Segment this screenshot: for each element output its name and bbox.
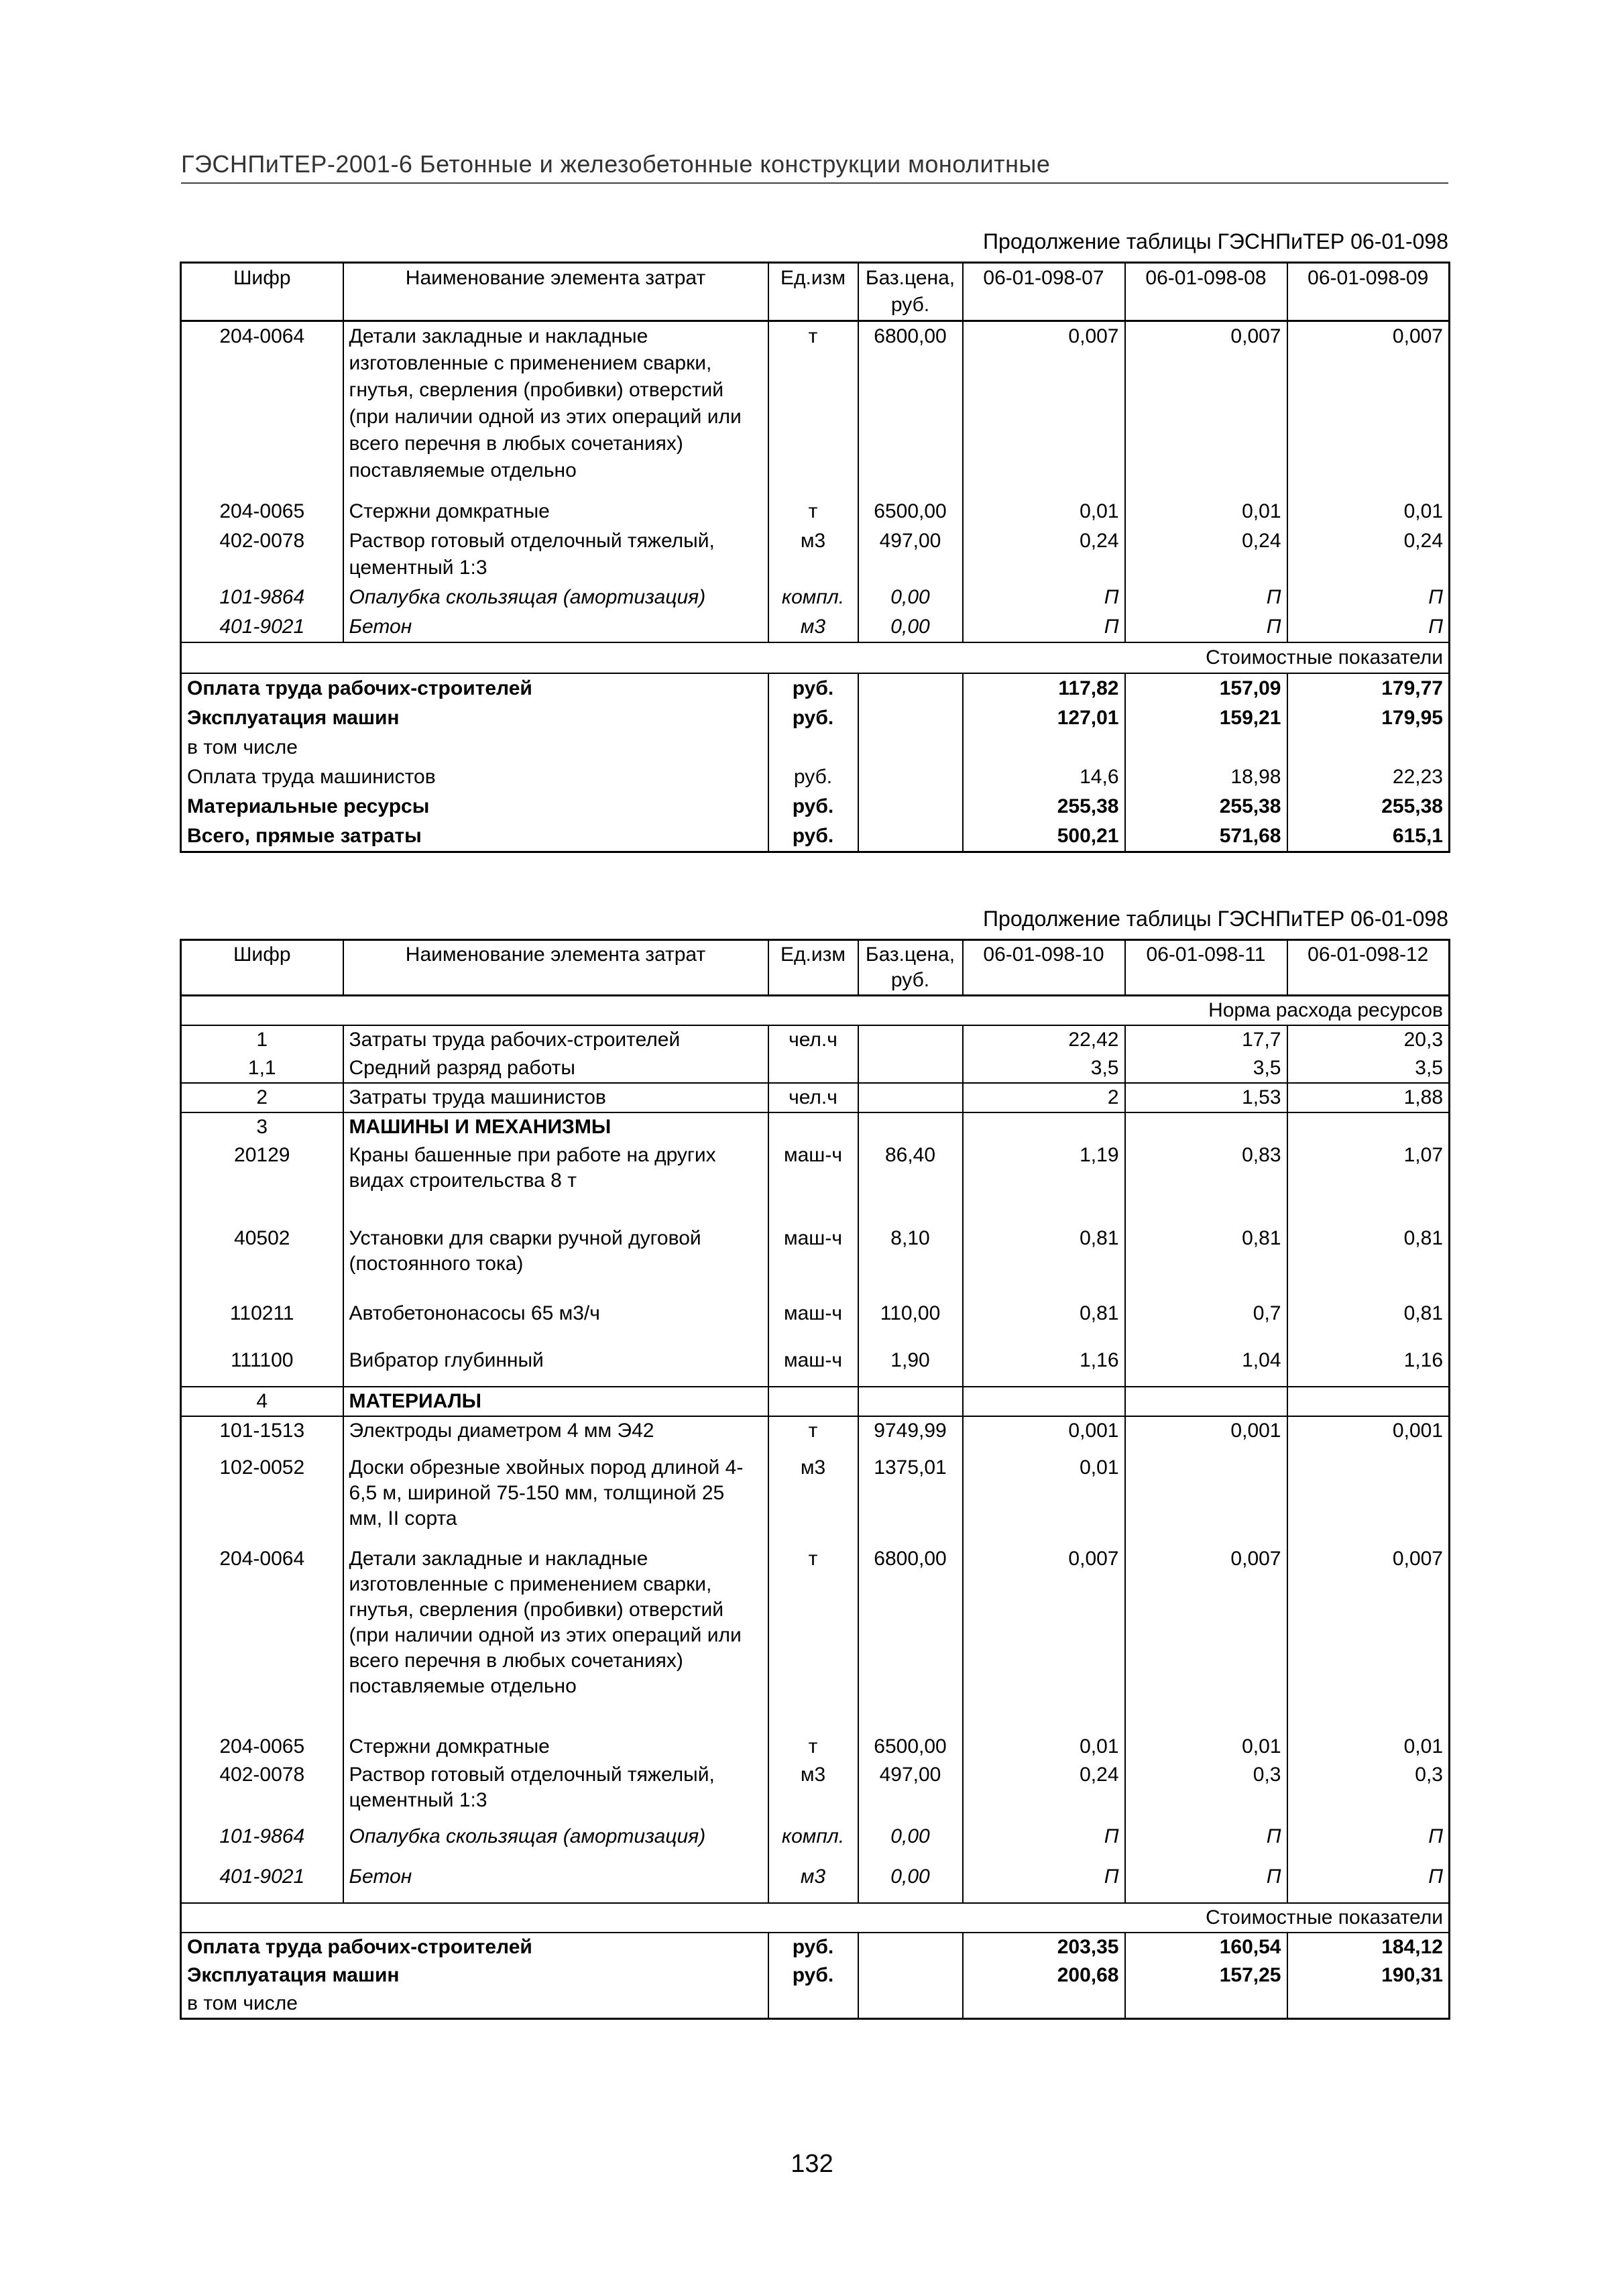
row-value: 3,5	[963, 1054, 1125, 1083]
row-value: П	[1287, 583, 1450, 612]
row-name: Затраты труда машинистов	[343, 1083, 768, 1112]
col-header-12: 06-01-098-12	[1287, 940, 1450, 996]
row-value: 0,81	[1287, 1300, 1450, 1346]
row-price	[858, 1083, 963, 1112]
table-row	[181, 1733, 1450, 1761]
table1-header-row	[181, 263, 1450, 321]
row-unit: м3	[768, 612, 858, 642]
row-price: 1,90	[858, 1346, 963, 1387]
row-unit: маш-ч	[768, 1141, 858, 1224]
row-name: МАШИНЫ И МЕХАНИЗМЫ	[343, 1112, 768, 1141]
row-code: 1,1	[181, 1054, 343, 1083]
cost-indicators-band	[181, 642, 1450, 673]
row-value: П	[1287, 612, 1450, 642]
table-row	[181, 612, 1450, 642]
row-value: 0,24	[1125, 526, 1287, 583]
summary-row	[181, 821, 1450, 852]
summary-value	[1287, 733, 1450, 762]
row-price: 9749,99	[858, 1416, 963, 1454]
row-value: 0,7	[1125, 1300, 1287, 1346]
row-name: Стержни домкратные	[343, 1733, 768, 1761]
row-name: Электроды диаметром 4 мм Э42	[343, 1416, 768, 1454]
row-unit: т	[768, 321, 858, 497]
row-price: 0,00	[858, 1863, 963, 1903]
row-value: 0,01	[963, 1733, 1125, 1761]
row-name: Бетон	[343, 1863, 768, 1903]
col-header-name: Наименование элемента затрат	[343, 940, 768, 996]
page-number: 132	[791, 2150, 833, 2178]
row-name: Затраты труда рабочих-строителей	[343, 1025, 768, 1054]
row-value: 0,3	[1125, 1761, 1287, 1823]
row-price: 0,00	[858, 1823, 963, 1863]
summary-value: 179,77	[1287, 673, 1450, 703]
col-header-code: Шифр	[181, 263, 343, 321]
row-value: П	[1287, 1823, 1450, 1863]
row-value: 3,5	[1125, 1054, 1287, 1083]
summary-unit: руб.	[768, 1961, 858, 1990]
row-name: Краны башенные при работе на других видах строительства 8 т	[343, 1141, 768, 1224]
row-code: 20129	[181, 1141, 343, 1224]
row-value: П	[1125, 1863, 1287, 1903]
summary-value: 117,82	[963, 673, 1125, 703]
row-unit: маш-ч	[768, 1346, 858, 1387]
row-value: 0,007	[963, 1545, 1125, 1733]
table-row	[181, 1054, 1450, 1083]
row-value: 0,001	[1287, 1416, 1450, 1454]
row-value: 3,5	[1287, 1054, 1450, 1083]
row-value: 1,16	[963, 1346, 1125, 1387]
row-unit: м3	[768, 526, 858, 583]
summary-row	[181, 1961, 1450, 1990]
summary-value: 179,95	[1287, 703, 1450, 733]
row-value: 1,16	[1287, 1346, 1450, 1387]
summary-unit: руб.	[768, 1933, 858, 1961]
row-name: Доски обрезные хвойных пород длиной 4-6,5 м, шириной 75-150 мм, толщиной 25 мм, II сорта	[343, 1454, 768, 1545]
row-price: 1375,01	[858, 1454, 963, 1545]
row-value: 1,88	[1287, 1083, 1450, 1112]
row-name: Стержни домкратные	[343, 497, 768, 526]
section-heading-machines	[181, 1112, 1450, 1141]
row-value: 0,01	[1287, 1733, 1450, 1761]
summary-unit: руб.	[768, 703, 858, 733]
row-value: 0,01	[1287, 497, 1450, 526]
row-price	[858, 1054, 963, 1083]
row-value: 0,007	[1125, 321, 1287, 497]
summary-label: Эксплуатация машин	[181, 703, 768, 733]
row-name: Опалубка скользящая (амортизация)	[343, 583, 768, 612]
summary-value: 200,68	[963, 1961, 1125, 1990]
row-code: 204-0065	[181, 497, 343, 526]
row-price: 6500,00	[858, 1733, 963, 1761]
row-name: Раствор готовый отделочный тяжелый, цементный 1:3	[343, 526, 768, 583]
table-row	[181, 1346, 1450, 1387]
summary-unit	[768, 733, 858, 762]
summary-label: Всего, прямые затраты	[181, 821, 768, 852]
row-name: Бетон	[343, 612, 768, 642]
summary-value: 615,1	[1287, 821, 1450, 852]
summary-row	[181, 1990, 1450, 2019]
table-row	[181, 1025, 1450, 1054]
section-heading-materials	[181, 1387, 1450, 1416]
summary-label: Оплата труда машинистов	[181, 762, 768, 792]
row-code: 204-0064	[181, 321, 343, 497]
cost-indicators-band	[181, 1903, 1450, 1933]
row-code: 2	[181, 1083, 343, 1112]
band-label: Стоимостные показатели	[181, 1903, 1450, 1933]
row-value: 0,81	[1125, 1224, 1287, 1300]
row-name: Автобетононасосы 65 м3/ч	[343, 1300, 768, 1346]
row-value: 0,81	[963, 1300, 1125, 1346]
table-row	[181, 583, 1450, 612]
table-row	[181, 1300, 1450, 1346]
summary-row	[181, 733, 1450, 762]
row-unit: маш-ч	[768, 1300, 858, 1346]
row-price	[858, 1025, 963, 1054]
row-price: 6800,00	[858, 1545, 963, 1733]
band-label: Стоимостные показатели	[181, 642, 1450, 673]
summary-value: 14,6	[963, 762, 1125, 792]
row-value: П	[1125, 612, 1287, 642]
summary-label: Материальные ресурсы	[181, 792, 768, 821]
row-code: 102-0052	[181, 1454, 343, 1545]
summary-row	[181, 673, 1450, 703]
table-row	[181, 1863, 1450, 1903]
summary-label: Оплата труда рабочих-строителей	[181, 673, 768, 703]
row-unit: т	[768, 1545, 858, 1733]
table-row	[181, 497, 1450, 526]
table1-caption: Продолжение таблицы ГЭСНПиТЕР 06-01-098	[983, 229, 1448, 253]
row-value: 1,04	[1125, 1346, 1287, 1387]
summary-value	[1125, 1990, 1287, 2019]
row-value: П	[963, 1863, 1125, 1903]
row-value: 0,24	[963, 1761, 1125, 1823]
summary-value: 500,21	[963, 821, 1125, 852]
table-row	[181, 1761, 1450, 1823]
row-unit: маш-ч	[768, 1224, 858, 1300]
row-name: Детали закладные и накладные изготовленные с применением сварки, гнутья, сверления (пробивки) отверстий (при наличии одной из этих операций или всего перечня в любых сочетаниях) поставляемые отдельно	[343, 1545, 768, 1733]
table-row	[181, 1454, 1450, 1545]
row-value: 0,01	[1125, 497, 1287, 526]
row-unit: т	[768, 497, 858, 526]
row-value: 0,83	[1125, 1141, 1287, 1224]
row-value: 0,01	[1125, 1733, 1287, 1761]
col-header-07: 06-01-098-07	[963, 263, 1125, 321]
col-header-name: Наименование элемента затрат	[343, 263, 768, 321]
summary-value: 255,38	[1125, 792, 1287, 821]
summary-label: в том числе	[181, 733, 768, 762]
row-unit: м3	[768, 1761, 858, 1823]
row-name: Детали закладные и накладные изготовленные с применением сварки, гнутья, сверления (пробивки) отверстий (при наличии одной из этих операций или всего перечня в любых сочетаниях) поставляемые отдельно	[343, 321, 768, 497]
summary-label: Оплата труда рабочих-строителей	[181, 1933, 768, 1961]
summary-row	[181, 703, 1450, 733]
table2-caption: Продолжение таблицы ГЭСНПиТЕР 06-01-098	[983, 907, 1448, 931]
row-code: 101-9864	[181, 583, 343, 612]
summary-unit	[768, 1990, 858, 2019]
row-unit: м3	[768, 1863, 858, 1903]
row-unit: компл.	[768, 583, 858, 612]
row-name: Вибратор глубинный	[343, 1346, 768, 1387]
table-row	[181, 1083, 1450, 1112]
row-value: 0,007	[963, 321, 1125, 497]
summary-value	[963, 1990, 1125, 2019]
row-value: 0,001	[1125, 1416, 1287, 1454]
summary-value: 159,21	[1125, 703, 1287, 733]
row-value: 0,001	[963, 1416, 1125, 1454]
summary-unit: руб.	[768, 821, 858, 852]
summary-value: 203,35	[963, 1933, 1125, 1961]
row-price: 86,40	[858, 1141, 963, 1224]
row-value: П	[963, 1823, 1125, 1863]
summary-value: 157,09	[1125, 673, 1287, 703]
row-name: Раствор готовый отделочный тяжелый, цементный 1:3	[343, 1761, 768, 1823]
summary-value: 160,54	[1125, 1933, 1287, 1961]
row-price: 110,00	[858, 1300, 963, 1346]
summary-value: 184,12	[1287, 1933, 1450, 1961]
col-header-10: 06-01-098-10	[963, 940, 1125, 996]
row-value: П	[963, 612, 1125, 642]
row-unit: м3	[768, 1454, 858, 1545]
row-price: 497,00	[858, 526, 963, 583]
summary-value	[1125, 733, 1287, 762]
summary-label: в том числе	[181, 1990, 768, 2019]
summary-value: 255,38	[1287, 792, 1450, 821]
summary-value	[1287, 1990, 1450, 2019]
row-price: 6500,00	[858, 497, 963, 526]
row-code: 1	[181, 1025, 343, 1054]
row-code: 101-9864	[181, 1823, 343, 1863]
row-name: МАТЕРИАЛЫ	[343, 1387, 768, 1416]
summary-row	[181, 792, 1450, 821]
col-header-unit: Ед.изм	[768, 263, 858, 321]
row-value: 0,81	[1287, 1224, 1450, 1300]
row-price: 6800,00	[858, 321, 963, 497]
running-header: ГЭСНПиТЕР-2001-6 Бетонные и железобетонные конструкции монолитные	[181, 150, 1448, 184]
row-value: 17,7	[1125, 1025, 1287, 1054]
row-value: 0,24	[1287, 526, 1450, 583]
table-row	[181, 1545, 1450, 1733]
row-name: Средний разряд работы	[343, 1054, 768, 1083]
row-value: 1,19	[963, 1141, 1125, 1224]
table-row	[181, 321, 1450, 497]
row-price: 8,10	[858, 1224, 963, 1300]
row-name: Установки для сварки ручной дуговой (постоянного тока)	[343, 1224, 768, 1300]
summary-value: 18,98	[1125, 762, 1287, 792]
row-code: 101-1513	[181, 1416, 343, 1454]
col-header-08: 06-01-098-08	[1125, 263, 1287, 321]
col-header-code: Шифр	[181, 940, 343, 996]
row-unit: т	[768, 1733, 858, 1761]
row-value: 1,53	[1125, 1083, 1287, 1112]
row-price: 0,00	[858, 583, 963, 612]
summary-label: Эксплуатация машин	[181, 1961, 768, 1990]
col-header-11: 06-01-098-11	[1125, 940, 1287, 996]
table2-header-row	[181, 940, 1450, 996]
row-price: 497,00	[858, 1761, 963, 1823]
row-value: 0,01	[963, 497, 1125, 526]
summary-value: 22,23	[1287, 762, 1450, 792]
row-value: 0,01	[963, 1454, 1125, 1545]
row-unit: чел.ч	[768, 1083, 858, 1112]
row-code: 4	[181, 1387, 343, 1416]
row-name: Опалубка скользящая (амортизация)	[343, 1823, 768, 1863]
summary-value: 127,01	[963, 703, 1125, 733]
row-code: 110211	[181, 1300, 343, 1346]
row-code: 204-0064	[181, 1545, 343, 1733]
col-header-unit: Ед.изм	[768, 940, 858, 996]
row-value	[1287, 1454, 1450, 1545]
row-value: П	[1125, 583, 1287, 612]
col-header-price: Баз.цена, руб.	[858, 263, 963, 321]
col-header-09: 06-01-098-09	[1287, 263, 1450, 321]
row-price: 0,00	[858, 612, 963, 642]
row-value: 0,81	[963, 1224, 1125, 1300]
row-value	[1125, 1454, 1287, 1545]
row-value: 22,42	[963, 1025, 1125, 1054]
col-header-price: Баз.цена, руб.	[858, 940, 963, 996]
row-value: П	[1125, 1823, 1287, 1863]
row-code: 111100	[181, 1346, 343, 1387]
table-row	[181, 1416, 1450, 1454]
summary-value: 255,38	[963, 792, 1125, 821]
summary-unit: руб.	[768, 762, 858, 792]
row-code: 402-0078	[181, 1761, 343, 1823]
summary-value: 157,25	[1125, 1961, 1287, 1990]
table-row	[181, 1141, 1450, 1224]
row-code: 40502	[181, 1224, 343, 1300]
row-code: 402-0078	[181, 526, 343, 583]
summary-value: 190,31	[1287, 1961, 1450, 1990]
table-row	[181, 526, 1450, 583]
row-unit	[768, 1054, 858, 1083]
summary-unit: руб.	[768, 792, 858, 821]
row-value: 0,007	[1287, 1545, 1450, 1733]
row-code: 3	[181, 1112, 343, 1141]
row-value: 0,007	[1287, 321, 1450, 497]
summary-unit: руб.	[768, 673, 858, 703]
summary-value	[963, 733, 1125, 762]
row-value: П	[1287, 1863, 1450, 1903]
row-unit: компл.	[768, 1823, 858, 1863]
summary-value: 571,68	[1125, 821, 1287, 852]
summary-row	[181, 762, 1450, 792]
row-value: 0,24	[963, 526, 1125, 583]
row-value: 1,07	[1287, 1141, 1450, 1224]
row-value: 2	[963, 1083, 1125, 1112]
row-value: 20,3	[1287, 1025, 1450, 1054]
table1	[180, 262, 1450, 853]
table-row	[181, 1823, 1450, 1863]
row-value: П	[963, 583, 1125, 612]
row-value: 0,3	[1287, 1761, 1450, 1823]
band-label: Норма расхода ресурсов	[181, 996, 1450, 1026]
row-code: 401-9021	[181, 612, 343, 642]
row-code: 204-0065	[181, 1733, 343, 1761]
row-unit: чел.ч	[768, 1025, 858, 1054]
table-row	[181, 1224, 1450, 1300]
resource-norm-band	[181, 996, 1450, 1026]
row-unit: т	[768, 1416, 858, 1454]
table2	[180, 939, 1450, 2020]
row-value: 0,007	[1125, 1545, 1287, 1733]
summary-row	[181, 1933, 1450, 1961]
row-code: 401-9021	[181, 1863, 343, 1903]
